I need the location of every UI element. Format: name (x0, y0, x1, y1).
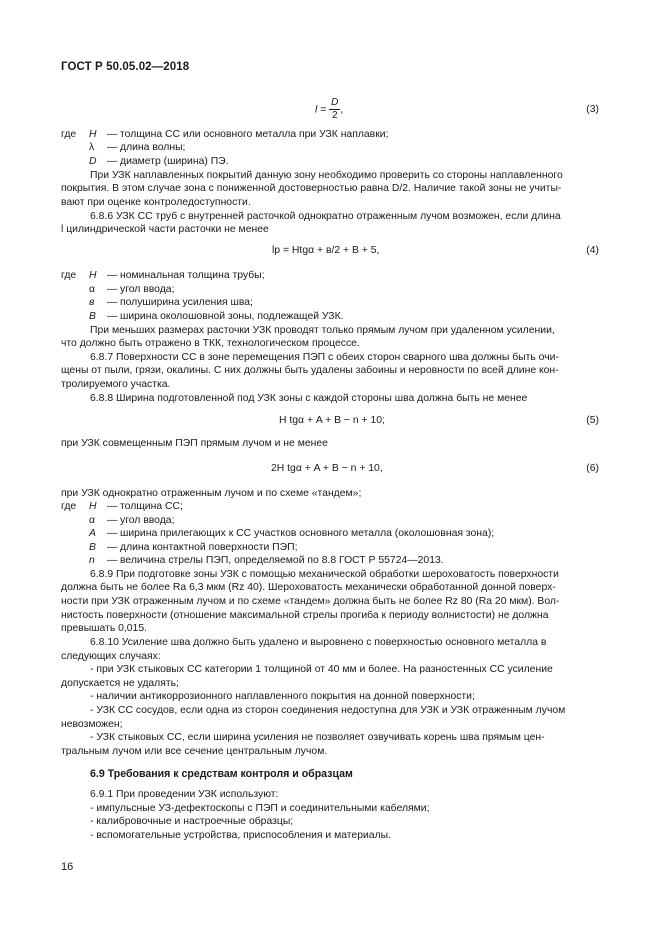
page-number: 16 (61, 861, 74, 873)
paragraph-line: тролируемого участка. (61, 379, 171, 390)
paragraph-line: что должно быть отражено в ТКК, технологическом процессе. (61, 338, 360, 349)
fraction: $\frac{D}{2}$ (331, 97, 339, 121)
list-item-cont: допускается не удалять; (61, 678, 179, 689)
legend-row: B — ширина околошовной зоны, подлежащей УЗК. (89, 311, 344, 322)
legend-row: α — угол ввода; (89, 284, 175, 295)
list-item: - УЗК СС сосудов, если одна из сторон соединения недоступна для УЗК и УЗК отраженным лучом (90, 705, 566, 716)
paragraph-line: ности при УЗК отраженным лучом и по схеме «тандем» должна быть не более Rz 80 (Ra 20 мкм). Вол- (61, 596, 560, 607)
list-item-cont: невозможен; (61, 719, 123, 730)
legend-row: где H — толщина СС; (61, 501, 183, 512)
paragraph-686: 6.8.6 УЗК СС труб с внутренней расточкой однократно отраженным лучом возможен, если длина (90, 211, 561, 222)
paragraph-line: покрытия. В этом случае зона с пониженной достоверностью равна D/2. Наличие такой зоны не учиты- (61, 183, 562, 194)
paragraph-line: должна быть не более Ra 6,3 мкм (Rz 40). Шероховатость механически обработанной донной поверх- (61, 582, 556, 593)
legend-row: D — диаметр (ширина) ПЭ. (89, 156, 229, 167)
equation-4: lp = Htgα + в/2 + B + 5, (272, 245, 380, 256)
list-item: - импульсные УЗ-дефектоскопы с ПЭП и соединительными кабелями; (90, 803, 430, 814)
legend-row: λ — длина волны; (89, 142, 186, 153)
paragraph-line: при УЗК совмещенным ПЭП прямым лучом и не менее (61, 438, 328, 449)
paragraph-689: 6.8.9 При подготовке зоны УЗК с помощью механической обработки шероховатость поверхности (90, 569, 559, 580)
paragraph-line: при УЗК однократно отраженным лучом и по схеме «тандем»; (61, 488, 362, 499)
paragraph-687: 6.8.7 Поверхности СС в зоне перемещения ПЭП с обеих сторон сварного шва должны быть очи- (90, 352, 559, 363)
equation-4-number: (4) (586, 245, 599, 256)
list-item: - при УЗК стыковых СС категории 1 толщиной от 40 мм и более. На разностенных СС усиление (90, 664, 553, 675)
list-item: - УЗК стыковых СС, если ширина усиления не позволяет озвучивать корень шва прямым цен- (90, 732, 545, 743)
paragraph-line: l цилиндрической части расточки не менее (61, 224, 269, 235)
legend-row: где H — номинальная толщина трубы; (61, 270, 265, 281)
equation-6: 2H tgα + A + B − n + 10, (271, 463, 383, 474)
list-item: - вспомогательные устройства, приспособления и материалы. (90, 830, 391, 841)
paragraph-line: нистость поверхности (отношение максимальной стрелы прогиба к периоду волнистости) не должна (61, 610, 549, 621)
legend-row: n — величина стрелы ПЭП, определяемой по 8.8 ГОСТ Р 55724—2013. (89, 555, 444, 566)
legend-row: A — ширина прилегающих к СС участков основного металла (околошовная зона); (89, 528, 495, 539)
legend-row: в — полуширина усиления шва; (89, 297, 253, 308)
paragraph-line: щены от пыли, грязи, окалины. С них должны быть удалены забоины и неровности по всей длине кон- (61, 365, 559, 376)
list-item: - калибровочные и настроечные образцы; (90, 816, 294, 827)
equation-3-number: (3) (586, 104, 599, 115)
section-heading: 6.9 Требования к средствам контроля и образцам (90, 768, 353, 780)
legend-row: α — угол ввода; (89, 515, 175, 526)
paragraph-line: При меньших размерах расточки УЗК проводят только прямым лучом при удаленном усилении, (90, 325, 555, 336)
equation-5-number: (5) (586, 415, 599, 426)
paragraph-691: 6.9.1 При проведении УЗК используют: (90, 789, 279, 800)
equation-5: H tgα + A + B − n + 10; (279, 415, 385, 426)
legend-row: где H — толщина СС или основного металла при УЗК наплавки; (61, 129, 389, 140)
list-item: - наличии антикоррозионного наплавленного покрытия на донной поверхности; (90, 691, 475, 702)
paragraph-6810: 6.8.10 Усиление шва должно быть удалено и выровнено с поверхностью основного металла в (90, 637, 547, 648)
paragraph-688: 6.8.8 Ширина подготовленной под УЗК зоны с каждой стороны шва должна быть не менее (90, 393, 528, 404)
legend-row: B — длина контактной поверхности ПЭП; (89, 542, 298, 553)
equation-3: l = $\frac{D}{2}$ , (315, 97, 344, 121)
paragraph-line: вают при оценке контроледоступности. (61, 197, 251, 208)
paragraph-line: следующих случаях: (61, 651, 161, 662)
paragraph-line: превышать 0,015. (61, 623, 148, 634)
equation-6-number: (6) (586, 463, 599, 474)
document-header: ГОСТ Р 50.05.02—2018 (61, 61, 190, 73)
list-item-cont: тральным лучом или все сечение центральным лучом. (61, 746, 328, 757)
paragraph-line: При УЗК наплавленных покрытий данную зону необходимо проверить со стороны наплавленного (90, 170, 563, 181)
